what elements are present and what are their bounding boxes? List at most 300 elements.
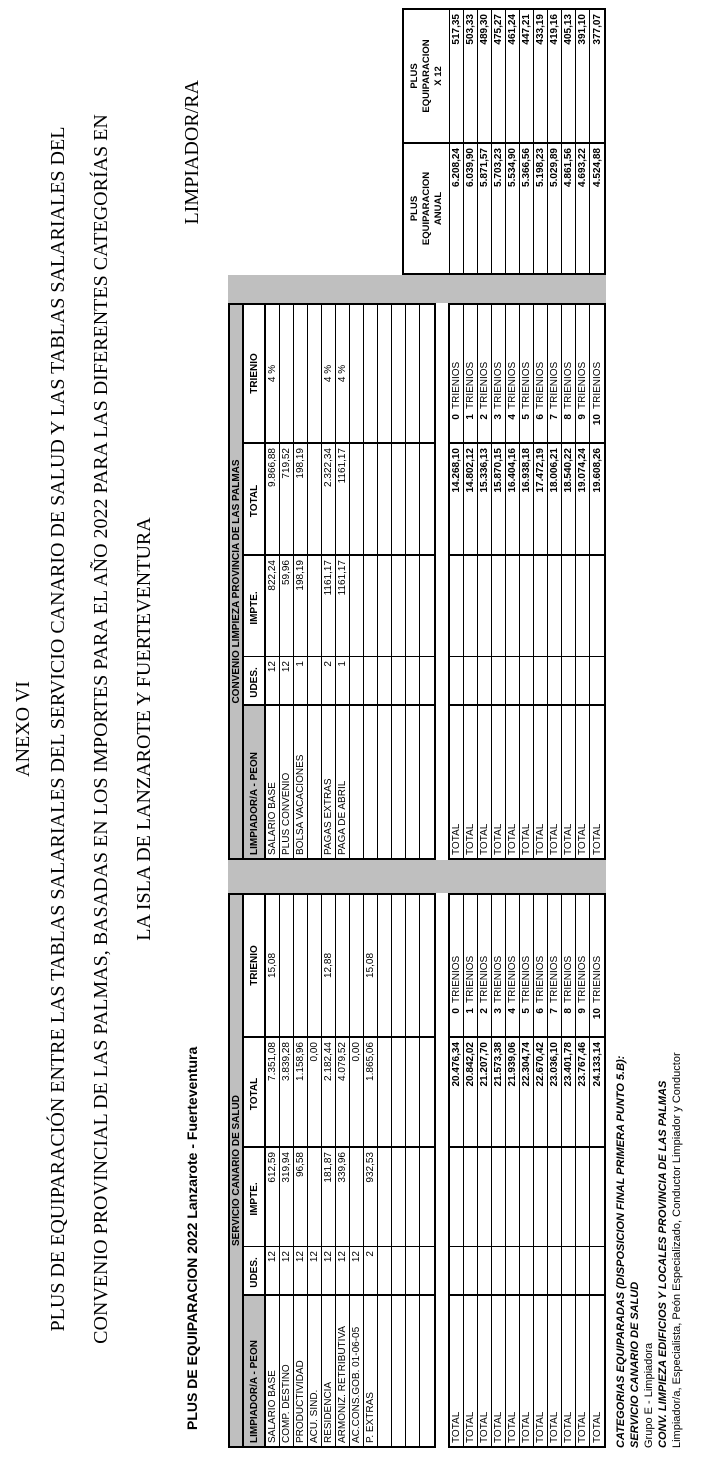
cell-trienio bbox=[280, 895, 293, 1036]
cell-total-value: 23.036,10 bbox=[548, 1036, 561, 1146]
cell-label bbox=[392, 1294, 405, 1446]
total-row bbox=[478, 305, 492, 858]
cell-udes bbox=[308, 656, 321, 704]
cell-udes bbox=[576, 1246, 589, 1294]
cell-udes bbox=[450, 1246, 463, 1294]
cell-label: PAGAS EXTRAS bbox=[322, 704, 335, 858]
footnote-line: Limpiador/a, Especialista, Peón Especializado, Conductor Limpiador y Conductor bbox=[671, 1052, 683, 1448]
cell-total-label: TOTAL bbox=[562, 704, 575, 858]
trienios-word: TRIENIOS bbox=[465, 955, 476, 1003]
cell-udes: 2 bbox=[322, 656, 335, 704]
total-row bbox=[576, 305, 590, 858]
cell-udes: 12 bbox=[280, 1246, 293, 1294]
total-row bbox=[520, 305, 534, 858]
cell-total: 0,00 bbox=[350, 1036, 363, 1146]
table-header-row bbox=[244, 893, 266, 1448]
column-header: UDES. bbox=[244, 656, 264, 704]
cell-total-value: 14.802,12 bbox=[464, 442, 477, 554]
table-row bbox=[308, 305, 322, 858]
cell-label bbox=[406, 1294, 419, 1446]
cell-trienio bbox=[294, 895, 307, 1036]
trienios-number: 3 bbox=[493, 414, 504, 420]
cell-total-label: TOTAL bbox=[478, 1294, 491, 1446]
cell-trienios bbox=[450, 305, 463, 442]
table-header-row bbox=[244, 303, 266, 860]
cell-impte bbox=[478, 1146, 491, 1246]
trienios-word: TRIENIOS bbox=[493, 955, 504, 1003]
trienios-word: TRIENIOS bbox=[451, 361, 462, 409]
cell-impte: 932,53 bbox=[364, 1146, 377, 1246]
footnote-line: CATEGORIAS EQUIPARADAS (DISPOSICION FINAL PRIMERA PUNTO 5.B): bbox=[615, 1055, 627, 1448]
cell-impte: 96,58 bbox=[294, 1146, 307, 1246]
cell-label: BOLSA VACACIONES bbox=[294, 704, 307, 858]
cell-total bbox=[406, 442, 419, 554]
cell-trienios bbox=[562, 305, 575, 442]
total-row bbox=[506, 895, 520, 1446]
trienios-number: 5 bbox=[521, 414, 532, 420]
cell-trienios bbox=[576, 895, 589, 1036]
cell-impte: 822,24 bbox=[266, 554, 279, 656]
trienios-word: TRIENIOS bbox=[549, 361, 560, 409]
cell-impte bbox=[350, 1146, 363, 1246]
table-title: SERVICIO CANARIO DE SALUD bbox=[228, 893, 244, 1448]
cell-trienios bbox=[520, 895, 533, 1036]
cell-udes bbox=[464, 656, 477, 704]
cell-udes: 1 bbox=[336, 656, 349, 704]
cell-udes bbox=[492, 656, 505, 704]
cell-udes: 12 bbox=[266, 656, 279, 704]
footnote-line: SERVICIO CANARIO DE SALUD bbox=[629, 1281, 641, 1448]
cell-udes bbox=[392, 656, 405, 704]
annex-heading: ANEXO VI bbox=[12, 681, 34, 777]
cell-total: 1161,17 bbox=[336, 442, 349, 554]
cell-impte bbox=[548, 1146, 561, 1246]
cell-total: 1.865,06 bbox=[364, 1036, 377, 1146]
trienios-number: 7 bbox=[549, 1008, 560, 1014]
cell-impte bbox=[562, 554, 575, 656]
column-header: TOTAL bbox=[244, 442, 264, 554]
cell-trienios bbox=[478, 305, 491, 442]
trienios-number: 6 bbox=[535, 414, 546, 420]
trienios-word: TRIENIOS bbox=[521, 361, 532, 409]
plus-equiparacion-column-anual bbox=[402, 142, 606, 275]
cell-total-value: 23.401,78 bbox=[562, 1036, 575, 1146]
plus-value: 475,27 bbox=[492, 10, 506, 142]
cell-impte: 612,59 bbox=[266, 1146, 279, 1246]
cell-trienios bbox=[492, 305, 505, 442]
cell-trienio bbox=[406, 305, 419, 442]
plus-value: 489,30 bbox=[478, 10, 492, 142]
cell-udes bbox=[562, 656, 575, 704]
cell-trienio bbox=[308, 305, 321, 442]
cell-impte bbox=[492, 554, 505, 656]
table-row bbox=[266, 305, 280, 858]
cell-udes bbox=[378, 656, 391, 704]
cell-total-value: 18.540,22 bbox=[562, 442, 575, 554]
cell-total-label: TOTAL bbox=[548, 704, 561, 858]
cell-impte: 319,94 bbox=[280, 1146, 293, 1246]
cell-impte bbox=[478, 554, 491, 656]
cell-impte bbox=[534, 554, 547, 656]
table-row bbox=[378, 305, 392, 858]
table-row bbox=[364, 305, 378, 858]
cell-label: COMP. DESTINO bbox=[280, 1294, 293, 1446]
total-row bbox=[590, 305, 604, 858]
cell-udes bbox=[464, 1246, 477, 1294]
plus-value: 4.693,22 bbox=[576, 144, 590, 273]
cell-label: PAGA DE ABRIL bbox=[336, 704, 349, 858]
cell-label: SALARIO BASE bbox=[266, 704, 279, 858]
plus-header-line: EQUIPARACION bbox=[420, 171, 432, 246]
cell-total-value: 21.939,06 bbox=[506, 1036, 519, 1146]
cell-total-value: 16.938,18 bbox=[520, 442, 533, 554]
column-header: TRIENIO bbox=[248, 945, 260, 986]
trienios-number: 2 bbox=[479, 1008, 490, 1014]
plus-value: 461,24 bbox=[506, 10, 520, 142]
cell-total-value: 20.842,02 bbox=[464, 1036, 477, 1146]
cell-udes: 1 bbox=[294, 656, 307, 704]
cell-trienio bbox=[420, 305, 434, 442]
cell-impte bbox=[406, 554, 419, 656]
plus-value: 447,21 bbox=[520, 10, 534, 142]
cell-udes bbox=[534, 1246, 547, 1294]
table-row bbox=[350, 305, 364, 858]
cell-udes bbox=[478, 656, 491, 704]
cell-label bbox=[378, 1294, 391, 1446]
plus-equiparacion-column-x12 bbox=[402, 8, 606, 142]
cell-trienios bbox=[464, 305, 477, 442]
total-row bbox=[548, 305, 562, 858]
cell-trienio bbox=[280, 305, 293, 442]
cell-total-value: 22.304,74 bbox=[520, 1036, 533, 1146]
cell-total-label: TOTAL bbox=[534, 1294, 547, 1446]
cell-impte bbox=[590, 1146, 604, 1246]
total-row bbox=[520, 895, 534, 1446]
trienios-number: 10 bbox=[591, 414, 603, 426]
trienios-word: TRIENIOS bbox=[577, 955, 588, 1003]
cell-label: PRODUCTIVIDAD bbox=[294, 1294, 307, 1446]
cell-udes bbox=[534, 656, 547, 704]
cell-udes: 12 bbox=[266, 1246, 279, 1294]
cell-impte bbox=[392, 554, 405, 656]
cell-trienios bbox=[478, 895, 491, 1036]
trienios-number: 6 bbox=[535, 1008, 546, 1014]
plus-column-header bbox=[404, 10, 450, 142]
convenio-limpieza-table bbox=[228, 303, 606, 860]
column-header: LIMPIADOR/A - PEON bbox=[244, 704, 264, 858]
plus-value: 5.366,56 bbox=[520, 144, 534, 273]
cell-impte bbox=[392, 1146, 405, 1246]
table-row bbox=[378, 895, 392, 1446]
table-row bbox=[406, 305, 420, 858]
cell-label bbox=[420, 704, 434, 858]
table-separator-band bbox=[228, 860, 606, 893]
cell-udes bbox=[492, 1246, 505, 1294]
cell-label: P. EXTRAS bbox=[364, 1294, 377, 1446]
cell-udes bbox=[378, 1246, 391, 1294]
cell-total-value: 17.472,19 bbox=[534, 442, 547, 554]
document-title-line-2: CONVENIO PROVINCIAL DE LAS PALMAS, BASADAS EN LOS IMPORTES PARA EL AÑO 2022 PARA LAS DIFERENTES CATEGORÍAS EN bbox=[90, 114, 112, 1344]
trienios-word: TRIENIOS bbox=[465, 361, 476, 409]
cell-impte bbox=[450, 554, 463, 656]
footnote-line: Grupo E - Limpiadora bbox=[643, 1342, 655, 1448]
column-header: TRIENIO bbox=[248, 353, 260, 394]
cell-trienio: 15,08 bbox=[267, 952, 278, 979]
cell-trienio: 4 % bbox=[323, 364, 334, 383]
trienios-word: TRIENIOS bbox=[535, 361, 546, 409]
cell-trienio bbox=[392, 895, 405, 1036]
cell-trienios bbox=[506, 895, 519, 1036]
cell-label: PLUS CONVENIO bbox=[280, 704, 293, 858]
cell-trienios bbox=[590, 895, 604, 1036]
cell-total bbox=[420, 442, 434, 554]
column-header: LIMPIADOR/A - PEON bbox=[244, 1294, 264, 1446]
trienios-word: TRIENIOS bbox=[549, 955, 560, 1003]
cell-trienio: 12,88 bbox=[323, 952, 334, 979]
cell-total-value: 18.006,21 bbox=[548, 442, 561, 554]
cell-label: RESIDENCIA bbox=[322, 1294, 335, 1446]
cell-total-value: 15.336,13 bbox=[478, 442, 491, 554]
cell-trienio bbox=[336, 895, 349, 1036]
cell-label bbox=[378, 704, 391, 858]
cell-label: ACU. SIND. bbox=[308, 1294, 321, 1446]
total-row bbox=[450, 895, 464, 1446]
cell-impte bbox=[520, 1146, 533, 1246]
trienios-word: TRIENIOS bbox=[591, 361, 603, 409]
trienios-number: 7 bbox=[549, 414, 560, 420]
cell-total: 1.158,96 bbox=[294, 1036, 307, 1146]
document-title-line-1: PLUS DE EQUIPARACIÓN ENTRE LAS TABLAS SALARIALES DEL SERVICIO CANARIO DE SALUD Y LAS TABLAS SALARIALES DEL bbox=[47, 126, 69, 1332]
cell-impte bbox=[350, 554, 363, 656]
plus-value: 5.198,23 bbox=[534, 144, 548, 273]
cell-udes bbox=[406, 1246, 419, 1294]
cell-impte bbox=[378, 1146, 391, 1246]
category-label: LIMPIADOR/RA bbox=[181, 80, 203, 225]
trienios-word: TRIENIOS bbox=[451, 955, 462, 1003]
table-row bbox=[350, 895, 364, 1446]
cell-total-label: TOTAL bbox=[492, 1294, 505, 1446]
cell-impte bbox=[562, 1146, 575, 1246]
plus-value: 517,35 bbox=[450, 10, 464, 142]
cell-label bbox=[308, 704, 321, 858]
trienios-word: TRIENIOS bbox=[577, 361, 588, 409]
table-row bbox=[392, 305, 406, 858]
trienios-word: TRIENIOS bbox=[591, 955, 603, 1003]
cell-impte bbox=[590, 554, 604, 656]
cell-label bbox=[420, 1294, 434, 1446]
table-heading: PLUS DE EQUIPARACION 2022 Lanzarote - Fuerteventura bbox=[184, 1046, 200, 1430]
cell-impte bbox=[308, 1146, 321, 1246]
column-header: UDES. bbox=[244, 1246, 264, 1294]
cell-label bbox=[392, 704, 405, 858]
cell-total bbox=[420, 1036, 434, 1146]
cell-total-label: TOTAL bbox=[506, 704, 519, 858]
cell-impte bbox=[520, 554, 533, 656]
cell-impte bbox=[506, 554, 519, 656]
cell-udes bbox=[548, 1246, 561, 1294]
cell-trienios bbox=[548, 895, 561, 1036]
plus-value: 4.861,56 bbox=[562, 144, 576, 273]
cell-total: 7.351,08 bbox=[266, 1036, 279, 1146]
trienios-number: 9 bbox=[577, 1008, 588, 1014]
cell-total: 719,52 bbox=[280, 442, 293, 554]
cell-udes: 2 bbox=[364, 1246, 377, 1294]
cell-total-label: TOTAL bbox=[576, 704, 589, 858]
cell-total-label: TOTAL bbox=[576, 1294, 589, 1446]
trienios-number: 1 bbox=[465, 1008, 476, 1014]
cell-udes: 12 bbox=[280, 656, 293, 704]
cell-udes bbox=[590, 656, 604, 704]
cell-total-value: 20.476,34 bbox=[450, 1036, 463, 1146]
column-header: TOTAL bbox=[244, 1036, 264, 1146]
table-row bbox=[322, 305, 336, 858]
column-header: IMPTE. bbox=[244, 554, 264, 656]
cell-total: 198,19 bbox=[294, 442, 307, 554]
total-row bbox=[506, 305, 520, 858]
table-row bbox=[406, 895, 420, 1446]
table-row bbox=[336, 305, 350, 858]
cell-trienio bbox=[406, 895, 419, 1036]
total-row bbox=[492, 305, 506, 858]
table-row bbox=[308, 895, 322, 1446]
table-totals-block bbox=[448, 893, 606, 1448]
column-header: IMPTE. bbox=[244, 1146, 264, 1246]
cell-label bbox=[406, 704, 419, 858]
plus-value: 6.039,90 bbox=[464, 144, 478, 273]
trienios-number: 3 bbox=[493, 1008, 504, 1014]
trienios-word: TRIENIOS bbox=[535, 955, 546, 1003]
cell-total-value: 21.573,38 bbox=[492, 1036, 505, 1146]
table-title: CONVENIO LIMPIEZA PROVINCIA DE LAS PALMAS bbox=[228, 303, 244, 860]
cell-udes: 12 bbox=[350, 1246, 363, 1294]
total-row bbox=[548, 895, 562, 1446]
plus-header-line: EQUIPARACION bbox=[420, 39, 432, 113]
cell-impte bbox=[464, 554, 477, 656]
cell-label: ARMONIZ. RETRIBUTIVA bbox=[336, 1294, 349, 1446]
cell-trienios bbox=[548, 305, 561, 442]
cell-trienio bbox=[378, 305, 391, 442]
cell-trienios bbox=[562, 895, 575, 1036]
total-row bbox=[464, 305, 478, 858]
plus-header-line: PLUS bbox=[408, 195, 420, 222]
trienios-word: TRIENIOS bbox=[493, 361, 504, 409]
cell-total: 2.182,44 bbox=[322, 1036, 335, 1146]
cell-total-label: TOTAL bbox=[492, 704, 505, 858]
trienios-number: 4 bbox=[507, 414, 518, 420]
trienios-number: 0 bbox=[451, 414, 462, 420]
cell-total: 9.866,88 bbox=[266, 442, 279, 554]
total-row bbox=[576, 895, 590, 1446]
cell-udes bbox=[350, 656, 363, 704]
cell-udes bbox=[506, 656, 519, 704]
cell-udes bbox=[520, 1246, 533, 1294]
cell-total-label: TOTAL bbox=[464, 704, 477, 858]
cell-total-value: 24.133,14 bbox=[590, 1036, 604, 1146]
cell-impte bbox=[378, 554, 391, 656]
footnotes bbox=[614, 1052, 684, 1448]
cell-trienios bbox=[450, 895, 463, 1036]
cell-udes bbox=[562, 1246, 575, 1294]
total-row bbox=[478, 895, 492, 1446]
trienios-number: 0 bbox=[451, 1008, 462, 1014]
cell-total bbox=[378, 1036, 391, 1146]
cell-trienio: 4 % bbox=[337, 364, 348, 383]
cell-total-label: TOTAL bbox=[506, 1294, 519, 1446]
cell-udes bbox=[450, 656, 463, 704]
cell-total-value: 19.074,24 bbox=[576, 442, 589, 554]
cell-udes bbox=[576, 656, 589, 704]
cell-impte: 1161,17 bbox=[336, 554, 349, 656]
cell-udes: 12 bbox=[294, 1246, 307, 1294]
table-row bbox=[294, 305, 308, 858]
cell-trienios bbox=[506, 305, 519, 442]
plus-header-line: PLUS bbox=[408, 63, 420, 89]
cell-trienios bbox=[464, 895, 477, 1036]
cell-total-value: 22.670,42 bbox=[534, 1036, 547, 1146]
cell-trienio bbox=[308, 895, 321, 1036]
table-row bbox=[336, 895, 350, 1446]
cell-total-value: 15.870,15 bbox=[492, 442, 505, 554]
cell-impte bbox=[506, 1146, 519, 1246]
table-data-block bbox=[266, 893, 436, 1448]
cell-impte bbox=[308, 554, 321, 656]
plus-value: 5.871,57 bbox=[478, 144, 492, 273]
trienios-number: 9 bbox=[577, 414, 588, 420]
cell-total: 0,00 bbox=[308, 1036, 321, 1146]
table-row bbox=[364, 895, 378, 1446]
trienios-number: 5 bbox=[521, 1008, 532, 1014]
cell-total bbox=[392, 1036, 405, 1146]
total-row bbox=[562, 305, 576, 858]
cell-total-label: TOTAL bbox=[464, 1294, 477, 1446]
cell-total bbox=[364, 442, 377, 554]
cell-total bbox=[392, 442, 405, 554]
footnote-line: CONV. LIMPIEZA EDIFICIOS Y LOCALES PROVINCIA DE LAS PALMAS bbox=[657, 1080, 669, 1448]
cell-udes bbox=[406, 656, 419, 704]
cell-total: 4.079,52 bbox=[336, 1036, 349, 1146]
cell-udes bbox=[506, 1246, 519, 1294]
cell-trienio bbox=[392, 305, 405, 442]
cell-impte bbox=[534, 1146, 547, 1246]
cell-trienio bbox=[364, 305, 377, 442]
table-row bbox=[294, 895, 308, 1446]
cell-trienio bbox=[420, 895, 434, 1036]
cell-label: SALARIO BASE bbox=[266, 1294, 279, 1446]
cell-trienios bbox=[520, 305, 533, 442]
trienios-number: 10 bbox=[591, 1008, 603, 1020]
cell-total-label: TOTAL bbox=[534, 704, 547, 858]
plus-value: 6.208,24 bbox=[450, 144, 464, 273]
trienios-word: TRIENIOS bbox=[479, 955, 490, 1003]
trienios-word: TRIENIOS bbox=[507, 361, 518, 409]
cell-trienios bbox=[576, 305, 589, 442]
cell-impte bbox=[406, 1146, 419, 1246]
cell-trienio bbox=[294, 305, 307, 442]
trienios-number: 8 bbox=[563, 1008, 574, 1014]
cell-total-value: 19.608,26 bbox=[590, 442, 604, 554]
cell-trienios bbox=[492, 895, 505, 1036]
cell-label bbox=[364, 704, 377, 858]
table-separator-band bbox=[228, 275, 606, 303]
cell-trienio: 4 % bbox=[267, 364, 278, 383]
table-data-block bbox=[266, 303, 436, 860]
cell-udes bbox=[364, 656, 377, 704]
plus-value: 419,16 bbox=[548, 10, 562, 142]
plus-value: 4.524,88 bbox=[591, 148, 603, 187]
table-row bbox=[420, 895, 434, 1446]
cell-impte bbox=[420, 1146, 434, 1246]
table-gap bbox=[436, 893, 448, 1448]
